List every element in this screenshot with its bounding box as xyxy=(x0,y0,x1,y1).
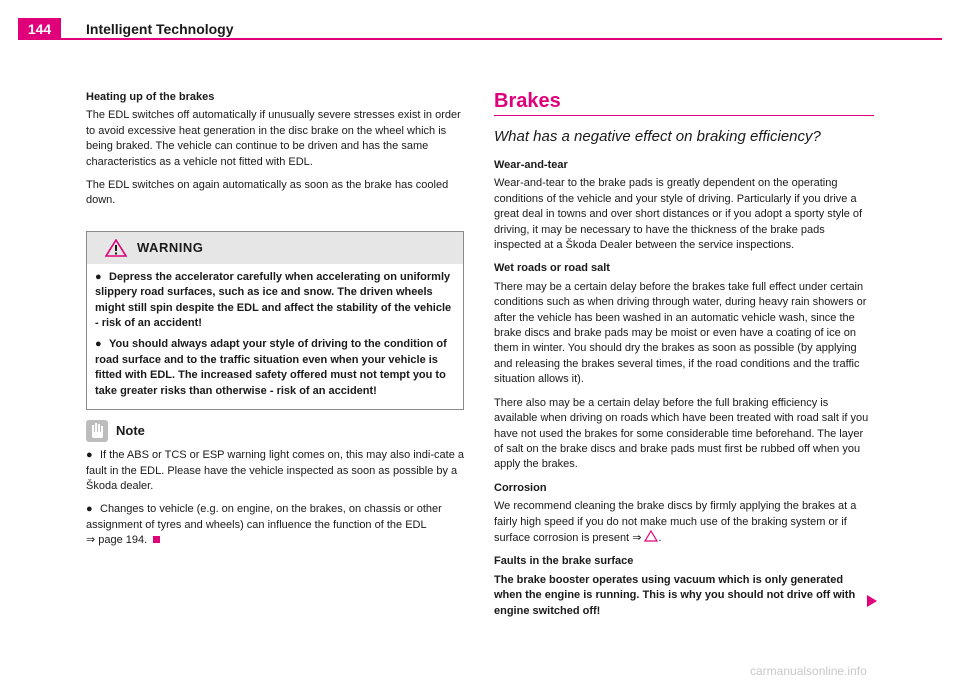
bullet-icon: ● xyxy=(95,338,102,351)
paragraph: There may be a certain delay before the brakes take full effect under certain conditions such as when driving through water, during heavy rain showers or after the vehicle has been washed in an automatic vehicle wash, since the brake discs and brake pads may be moist or even have a coating of ice on them in winter. You should dry the brakes as soon as possible (by applying and releasing the brakes several times, if the road conditions and the traffic situation allows it). xyxy=(494,280,867,386)
paragraph-faults: The brake booster operates using vacuum which is only generated when the engine is running. This is why you should not drive off with engine switched off! xyxy=(494,573,856,617)
page-reference-link[interactable]: ⇒ page 194. xyxy=(86,534,148,547)
left-column xyxy=(86,90,464,557)
continue-arrow-icon xyxy=(867,595,877,607)
note-bullet: ● Changes to vehicle (e.g. on engine, on the brakes, on chassis or other assignment of tyres and wheels) can influence the function of the EDL ⇒ page 194. xyxy=(86,503,442,547)
bullet-icon: ● xyxy=(86,449,93,462)
note-bullet: ● If the ABS or TCS or ESP warning light comes on, this may also indi-cate a fault in the EDL. Please have the vehicle inspected as soon as possible by a Škoda dealer. xyxy=(86,449,464,492)
paragraph: The EDL switches on again automatically as soon as the brake has cooled down. xyxy=(86,179,449,207)
end-of-section-marker xyxy=(153,536,160,543)
warning-triangle-icon xyxy=(644,530,658,542)
warning-body xyxy=(87,264,463,409)
paragraph: There also may be a certain delay before the full braking efficiency is available when driving on roads which have been treated with road salt if you have not used the brakes for some considerable time beforehand. The layer of salt on the brake discs and brake pads must first be rubbed off when you apply the brakes. xyxy=(494,396,869,471)
page-number: 144 xyxy=(18,18,61,40)
header-rule xyxy=(18,38,942,40)
paragraph: Wear-and-tear to the brake pads is greatly dependent on the operating conditions of the vehicle and your style of driving. Particularly if you drive a great deal in towns and over short distances or if you adopt a sporty style of driving, it may be necessary to have the thickness of the brake pads inspected at a Škoda Dealer between the service inspections. xyxy=(494,177,863,252)
warning-title: WARNING xyxy=(137,240,204,256)
watermark: carmanualsonline.info xyxy=(750,664,867,678)
title-rule xyxy=(494,115,874,116)
heading-corrosion: Corrosion xyxy=(494,481,547,494)
heading-heating: Heating up of the brakes xyxy=(86,91,215,103)
warning-box xyxy=(86,231,464,410)
paragraph-corrosion: We recommend cleaning the brake discs by firmly applying the brakes at a fairly high speed if you do not make much use of the braking system or if surface corrosion is present ⇒ . xyxy=(494,500,857,544)
warning-bullet: ● Depress the accelerator carefully when accelerating on uniformly slippery road surfaces, such as ice and snow. The driven wheels might still spin despite the EDL and affect the stability of the vehicle - risk of an accident! xyxy=(95,270,452,330)
warning-triangle-icon xyxy=(105,239,127,257)
note-title: Note xyxy=(116,423,145,439)
warning-reference-link[interactable]: ⇒ xyxy=(632,532,658,544)
section-title: Brakes xyxy=(494,90,561,112)
running-header: Intelligent Technology xyxy=(86,21,234,37)
heading-faults: Faults in the brake surface xyxy=(494,555,634,568)
paragraph: The EDL switches off automatically if unusually severe stresses exist in order to avoid excessive heat generation in the disc brake on the wheel which is being braked. The vehicle can continue to be driven and has the same characteristics as a vehicle not fitted with EDL. xyxy=(86,109,461,168)
right-column xyxy=(494,90,874,627)
heading-wet-roads: Wet roads or road salt xyxy=(494,262,610,275)
warning-bullet: ● You should always adapt your style of driving to the condition of road surface and to the traffic situation even when your vehicle is fitted with EDL. The increased safety offered must not tempt you to take greater risks than otherwise - risk of an accident! xyxy=(95,338,447,397)
bullet-icon: ● xyxy=(95,270,102,283)
section-subtitle: What has a negative effect on braking efficiency? xyxy=(494,128,821,145)
warning-header xyxy=(87,232,463,264)
heading-wear: Wear-and-tear xyxy=(494,159,568,171)
note-header xyxy=(86,420,464,442)
bullet-icon: ● xyxy=(86,503,93,516)
note-hand-icon xyxy=(86,420,108,442)
